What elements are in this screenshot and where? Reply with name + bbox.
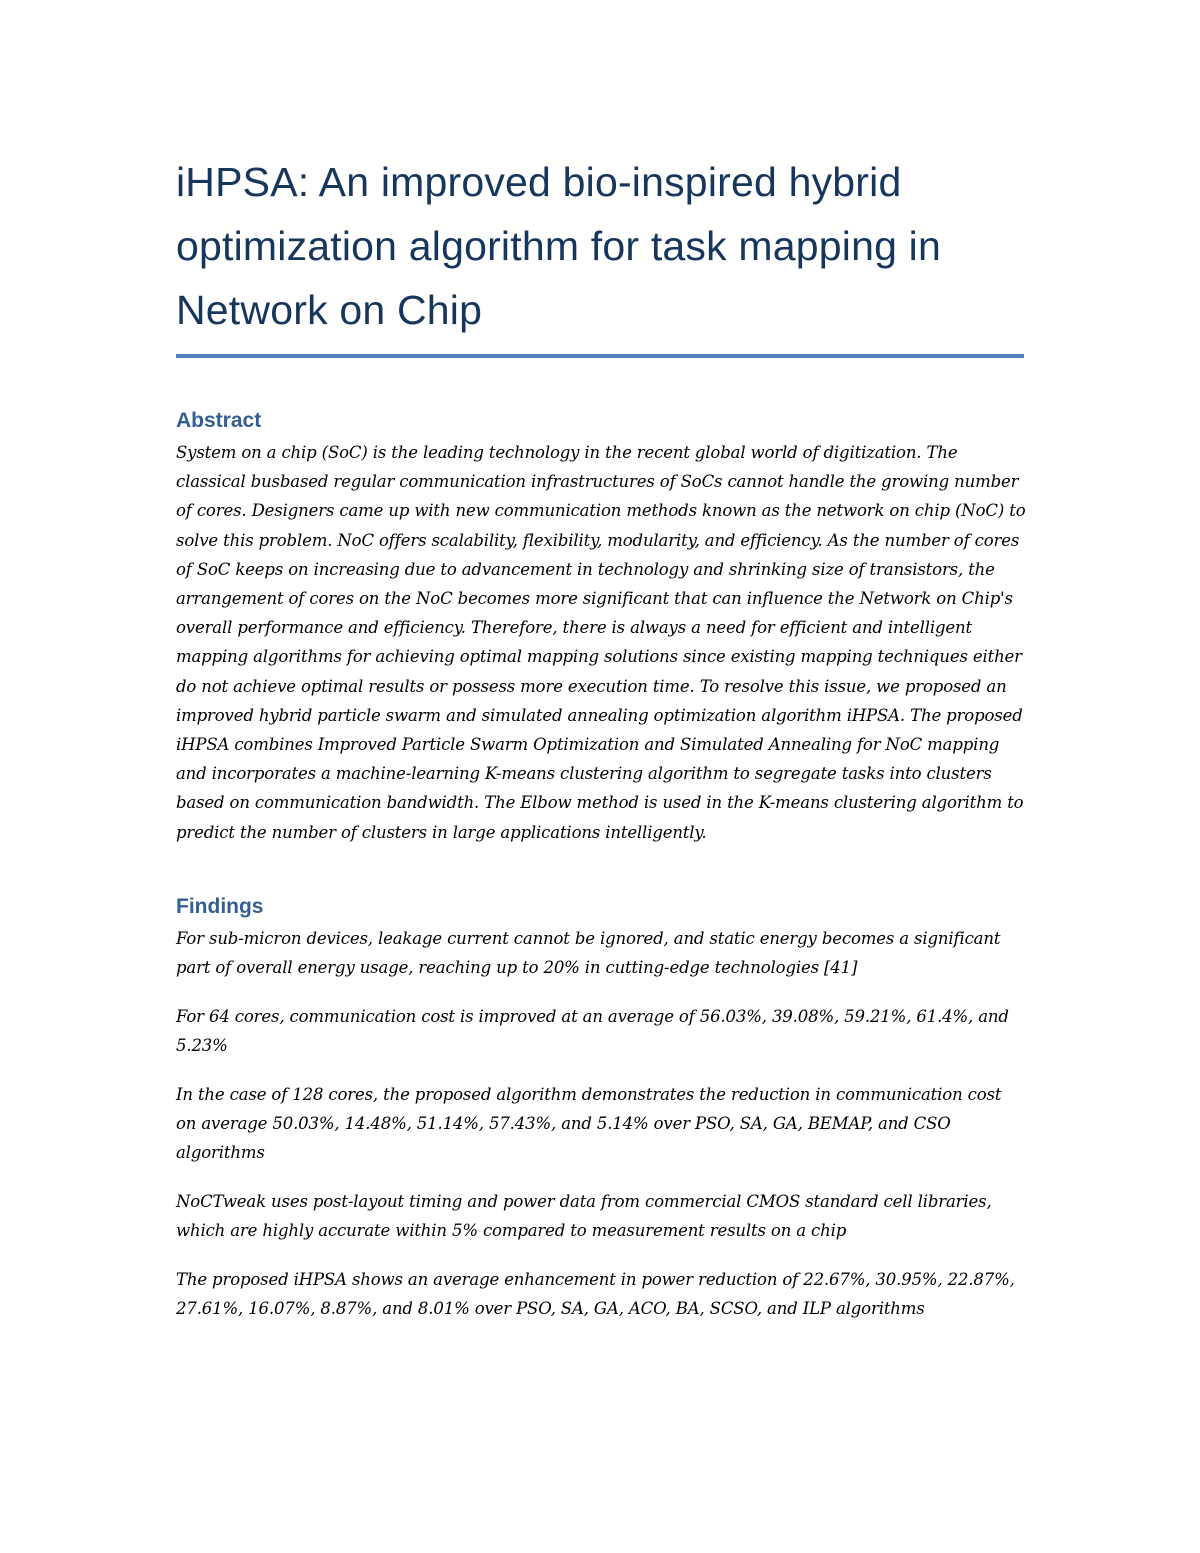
title-divider (176, 354, 1024, 358)
finding-item: NoCTweak uses post-layout timing and power data from commercial CMOS standard cell libraries, which are highly accurate within 5% compared to measurement results on a chip (176, 1191, 992, 1240)
finding-item: For 64 cores, communication cost is improved at an average of 56.03%, 39.08%, 59.21%, 61.4%, and 5.23% (176, 1006, 1009, 1055)
findings-list (176, 924, 1026, 1323)
page-title: iHPSA: An improved bio-inspired hybrid optimization algorithm for task mapping in Network on Chip (176, 159, 941, 333)
finding-item: For sub-micron devices, leakage current cannot be ignored, and static energy becomes a significant part of overall energy usage, reaching up to 20% in cutting-edge technologies [41] (176, 928, 1001, 977)
finding-item: The proposed iHPSA shows an average enhancement in power reduction of 22.67%, 30.95%, 22.87%, 27.61%, 16.07%, 8.87%, and 8.01% over PSO, SA, GA, ACO, BA, SCSO, and ILP algorithms (176, 1269, 1015, 1318)
abstract-text: System on a chip (SoC) is the leading technology in the recent global world of digitization. The classical busbased regular communication infrastructures of SoCs cannot handle the growing number of cores. Designers came up with new communication methods known as the network on chip (NoC) to solve this problem. NoC offers scalability, flexibility, modularity, and efficiency. As the number of cores of SoC keeps on increasing due to advancement in technology and shrinking size of transistors, the arrangement of cores on the NoC becomes more significant that can influence the Network on Chip's overall performance and efficiency. Therefore, there is always a need for efficient and intelligent mapping algorithms for achieving optimal mapping solutions since existing mapping techniques either do not achieve optimal results or possess more execution time. To resolve this issue, we proposed an improved hybrid particle swarm and simulated annealing optimization algorithm iHPSA. The proposed iHPSA combines Improved Particle Swarm Optimization and Simulated Annealing for NoC mapping and incorporates a machine-learning K-means clustering algorithm to segregate tasks into clusters based on communication bandwidth. The Elbow method is used in the K-means clustering algorithm to predict the number of clusters in large applications intelligently. (176, 443, 1026, 842)
abstract-heading: Abstract (176, 409, 262, 432)
finding-item: In the case of 128 cores, the proposed algorithm demonstrates the reduction in communication cost on average 50.03%, 14.48%, 51.14%, 57.43%, and 5.14% over PSO, SA, GA, BEMAP, and CSO algorithms (176, 1084, 1002, 1162)
findings-heading: Findings (176, 894, 264, 918)
document-content (176, 150, 1026, 1343)
